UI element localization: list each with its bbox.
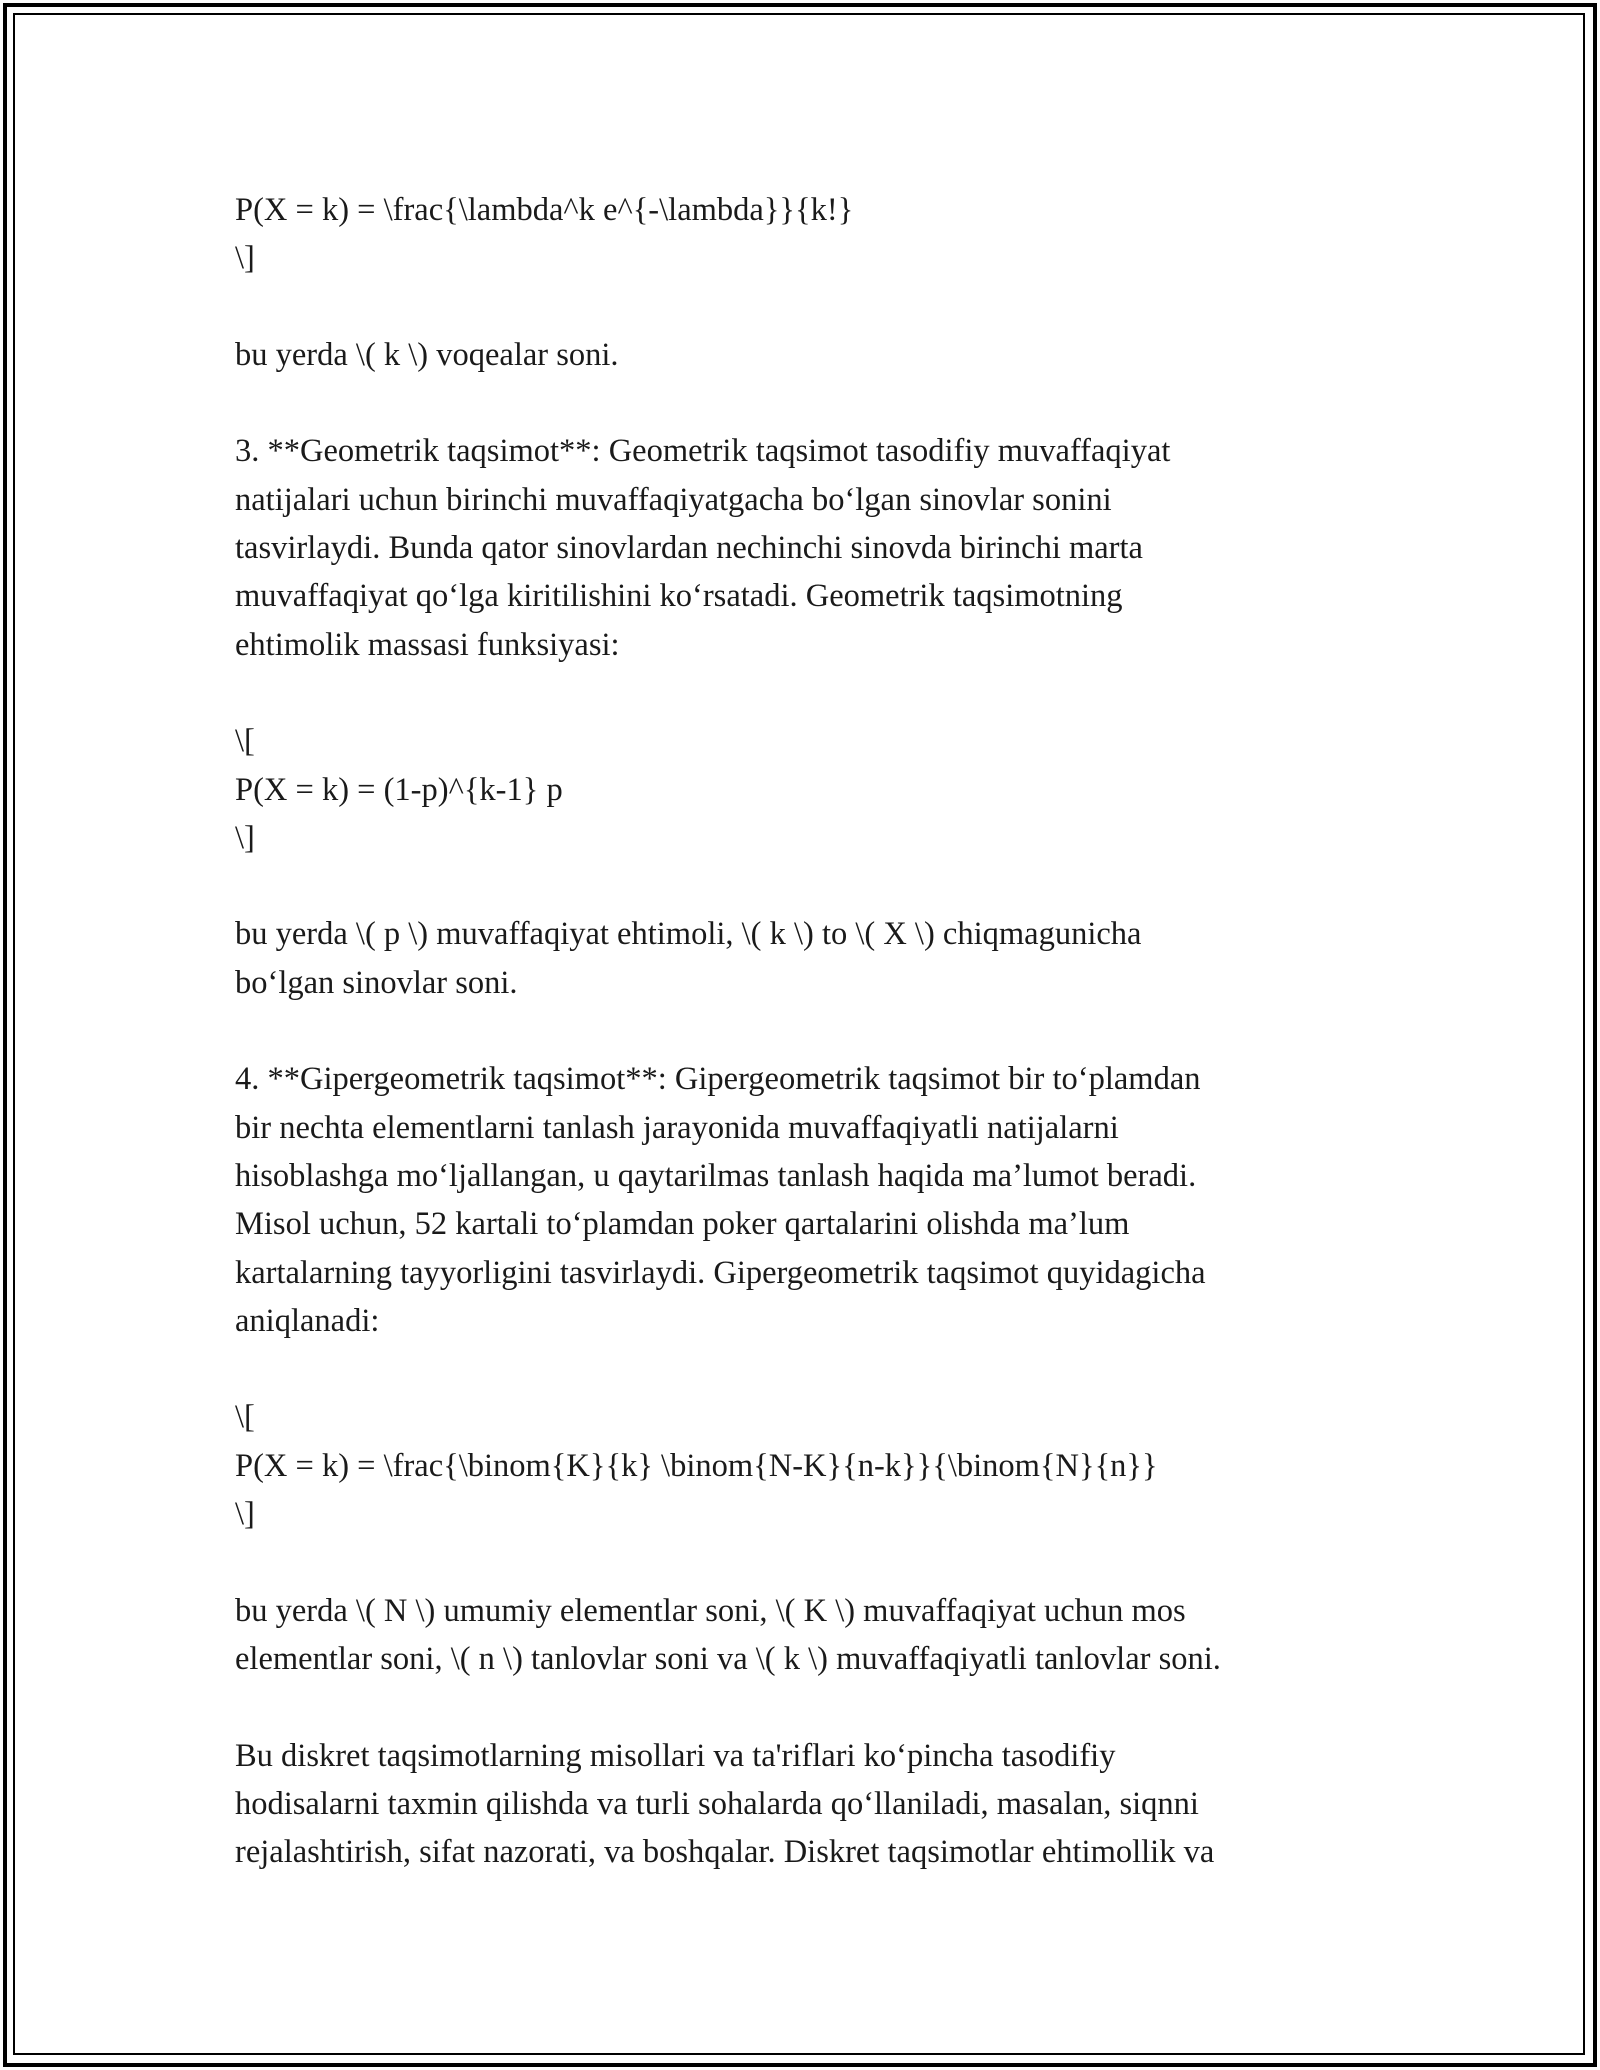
text-line: P(X = k) = \frac{\binom{K}{k} \binom{N-K}{n-k}}{\binom{N}{n}}: [235, 1447, 1158, 1484]
blank-line: [235, 1538, 1375, 1586]
text-line: elementlar soni, \( n \) tanlovlar soni va \( k \) muvaffaqiyatli tanlovlar soni.: [235, 1640, 1221, 1677]
text-line: P(X = k) = (1-p)^{k-1} p: [235, 771, 563, 808]
text-line: Bu diskret taqsimotlarning misollari va ta'riflari ko‘pincha tasodifiy: [235, 1737, 1116, 1774]
text-line: Misol uchun, 52 kartali to‘plamdan poker qartalarini olishda ma’lum: [235, 1206, 1130, 1243]
text-line: ehtimolik massasi funksiyasi:: [235, 626, 620, 663]
blank-line: [235, 669, 1375, 717]
text-line: tasvirlaydi. Bunda qator sinovlardan nechinchi sinovda birinchi marta: [235, 530, 1143, 567]
blank-line: [235, 379, 1375, 427]
text-line: muvaffaqiyat qo‘lga kiritilishini ko‘rsatadi. Geometrik taqsimotning: [235, 578, 1123, 615]
text-line: aniqlanadi:: [235, 1302, 380, 1339]
blank-line: [235, 862, 1375, 910]
text-line: \]: [235, 819, 255, 856]
text-line: \[: [235, 723, 255, 760]
text-line: P(X = k) = \frac{\lambda^k e^{-\lambda}}{k!}: [235, 192, 854, 228]
text-line: 4. **Gipergeometrik taqsimot**: Gipergeometrik taqsimot bir to‘plamdan: [235, 1061, 1201, 1098]
text-line: \]: [235, 1496, 255, 1533]
blank-line: [235, 283, 1375, 331]
text-line: bu yerda \( N \) umumiy elementlar soni, \( K \) muvaffaqiyat uchun mos: [235, 1592, 1186, 1629]
text-line: \]: [235, 240, 255, 277]
text-line: bir nechta elementlarni tanlash jarayonida muvaffaqiyatli natijalarni: [235, 1109, 1119, 1146]
document-body: [235, 186, 1375, 1876]
blank-line: [235, 1683, 1375, 1731]
text-line: kartalarning tayyorligini tasvirlaydi. Gipergeometrik taqsimot quyidagicha: [235, 1254, 1206, 1291]
text-line: 3. **Geometrik taqsimot**: Geometrik taqsimot tasodifiy muvaffaqiyat: [235, 433, 1171, 470]
text-line: hodisalarni taxmin qilishda va turli sohalarda qo‘llaniladi, masalan, siqnni: [235, 1785, 1199, 1822]
text-line: bo‘lgan sinovlar soni.: [235, 964, 518, 1001]
text-line: \[: [235, 1399, 255, 1436]
text-line: bu yerda \( p \) muvaffaqiyat ehtimoli, \( k \) to \( X \) chiqmagunicha: [235, 916, 1142, 953]
blank-line: [235, 1007, 1375, 1055]
blank-line: [235, 1345, 1375, 1393]
text-line: hisoblashga mo‘ljallangan, u qaytarilmas tanlash haqida ma’lumot beradi.: [235, 1157, 1197, 1194]
text-line: rejalashtirish, sifat nazorati, va boshqalar. Diskret taqsimotlar ehtimollik va: [235, 1834, 1215, 1871]
text-line: natijalari uchun birinchi muvaffaqiyatgacha bo‘lgan sinovlar sonini: [235, 481, 1112, 518]
text-line: bu yerda \( k \) voqealar soni.: [235, 336, 619, 373]
